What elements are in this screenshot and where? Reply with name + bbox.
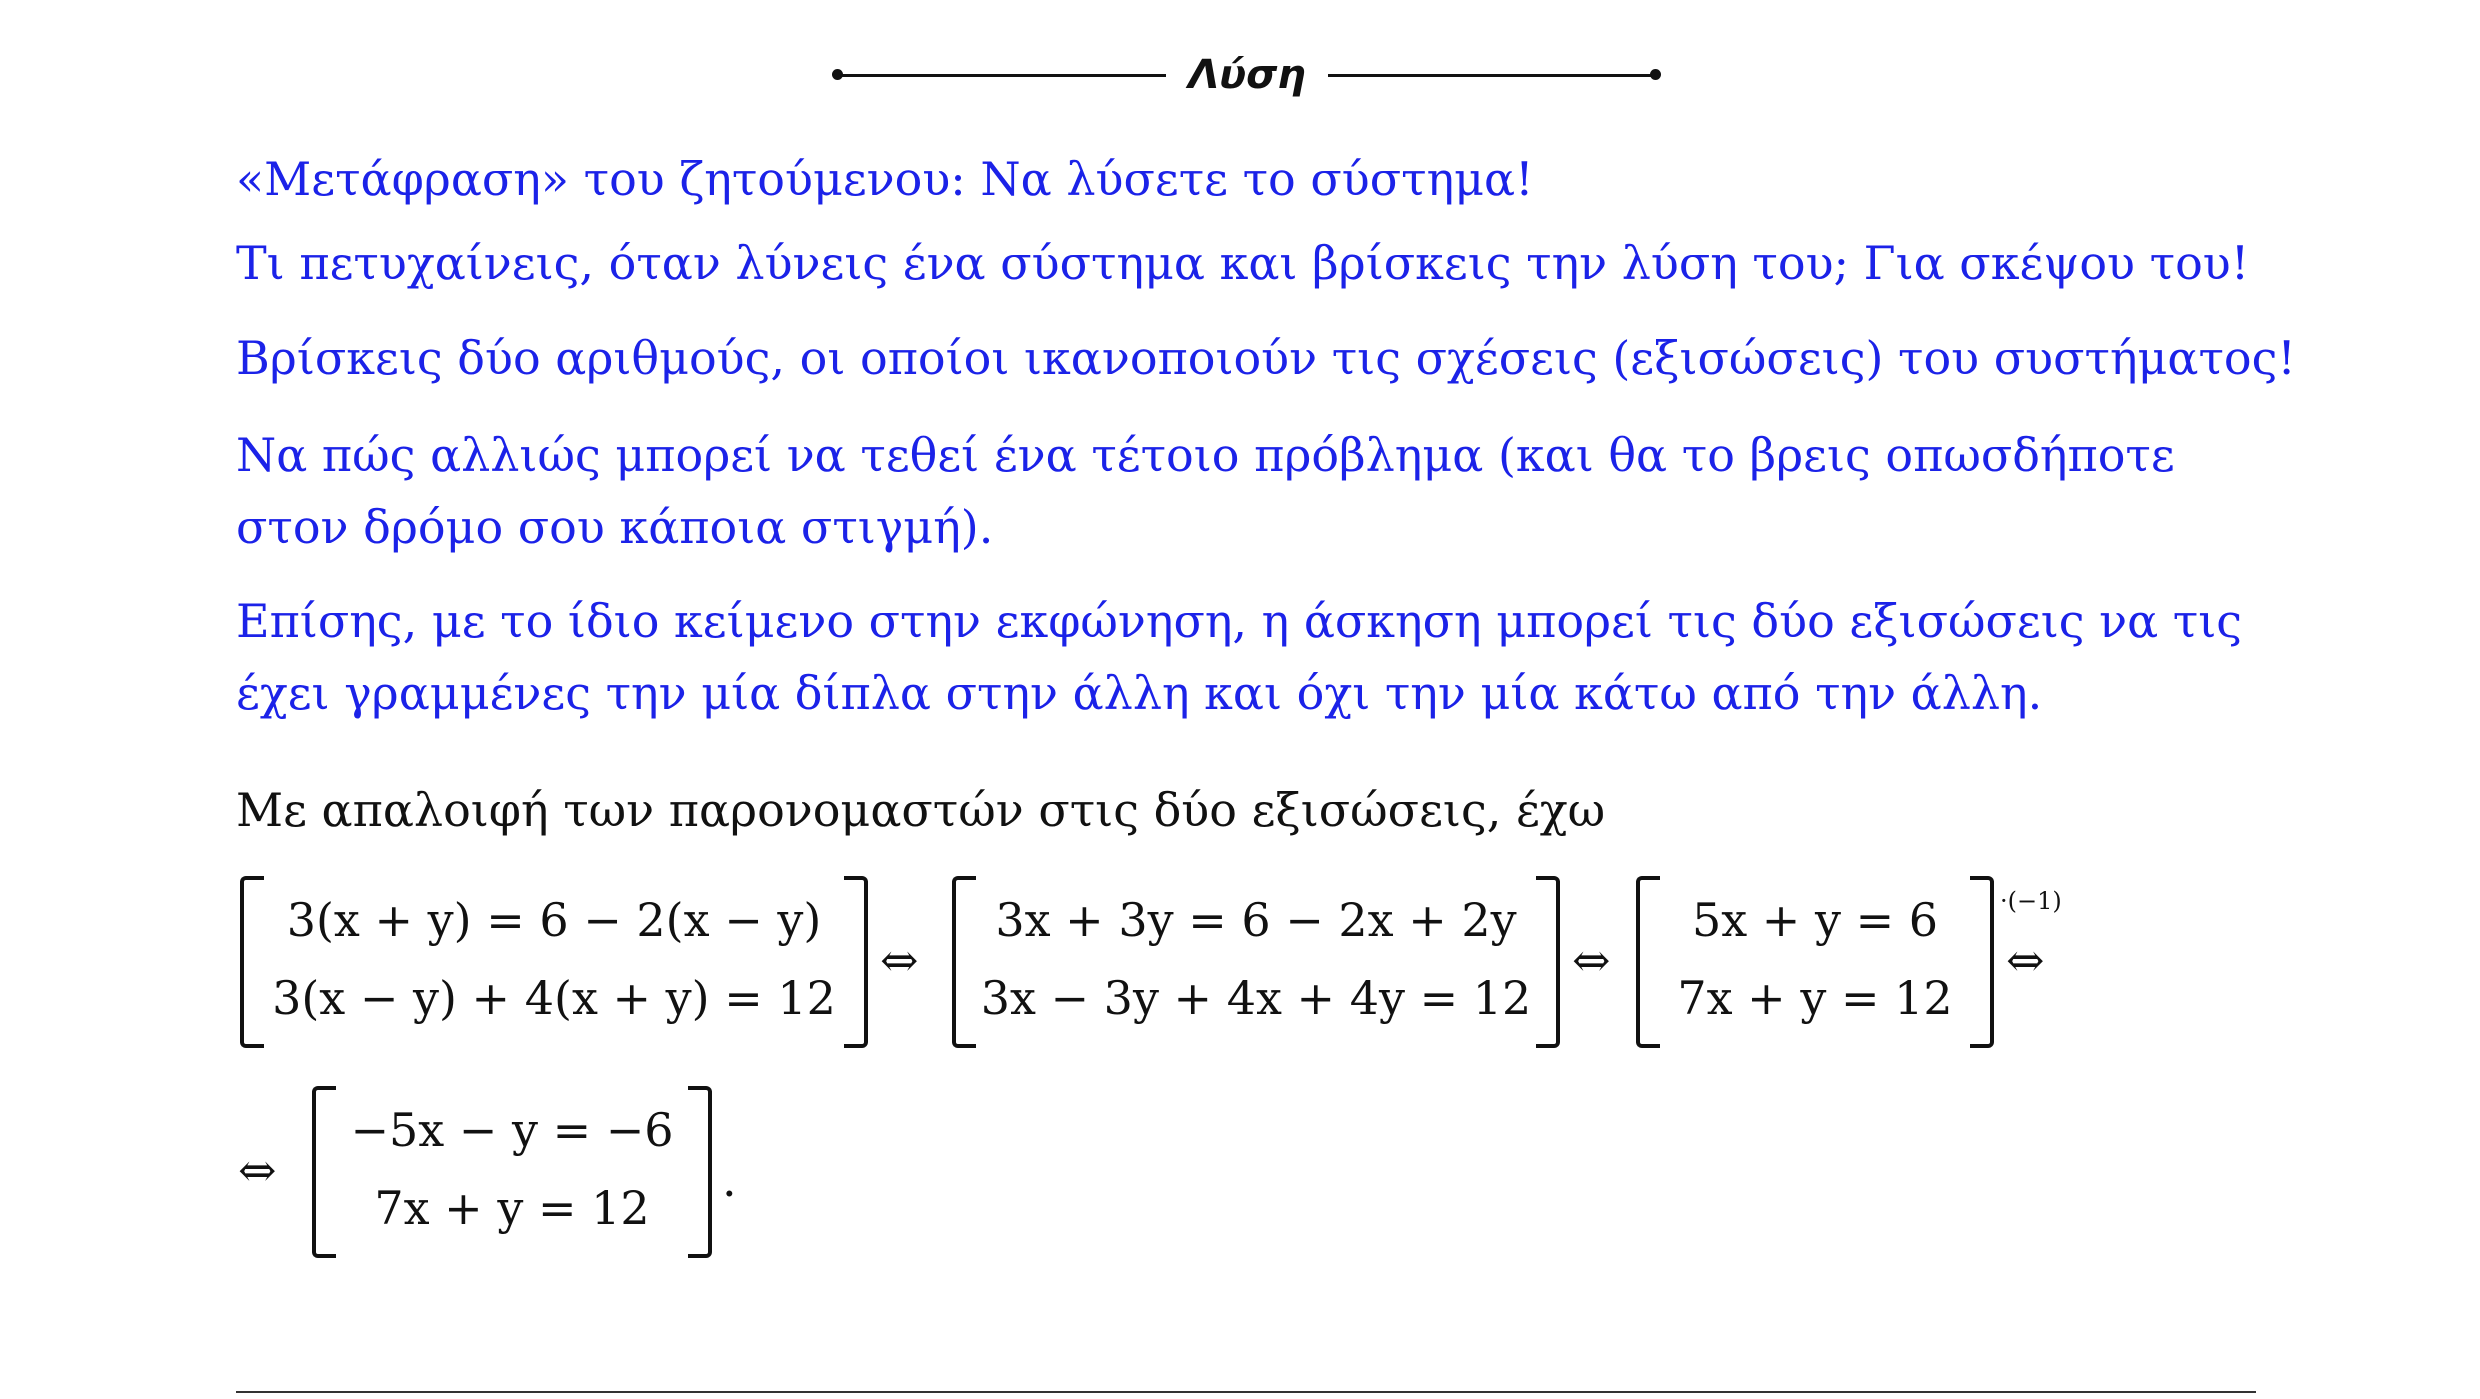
equation-row: 7x + y = 12 xyxy=(1677,971,1953,1025)
bottom-rule xyxy=(236,1391,2256,1393)
paragraph-alternative-line-2: στον δρόμο σου κάποια στιγμή). xyxy=(236,500,994,554)
right-brace xyxy=(1970,876,1994,1048)
paragraph-elimination: Με απαλοιφή των παρονομαστών στις δύο εξισώσεις, έχω xyxy=(236,783,1606,837)
paragraph-also-line-2: έχει γραμμένες την μία δίπλα στην άλλη και όχι την μία κάτω από την άλλη. xyxy=(236,666,2043,720)
equation-row: 3x − 3y + 4x + 4y = 12 xyxy=(980,971,1532,1025)
heading-dot-right xyxy=(1650,69,1661,80)
end-period: . xyxy=(722,1153,737,1207)
equivalence-symbol: ⇔ xyxy=(238,1143,277,1197)
equation-row: −5x − y = −6 xyxy=(350,1103,674,1157)
paragraph-also xyxy=(236,585,2276,729)
paragraph-answer: Βρίσκεις δύο αριθμούς, οι οποίοι ικανοποιούν τις σχέσεις (εξισώσεις) του συστήματος! xyxy=(236,331,2296,385)
equation-system-3 xyxy=(1636,876,1994,1044)
paragraph-translation: «Μετάφραση» του ζητούμενου: Να λύσετε το σύστημα! xyxy=(236,152,1534,206)
equation-row: 5x + y = 6 xyxy=(1691,893,1939,947)
equation-row: 3x + 3y = 6 − 2x + 2y xyxy=(995,893,1517,947)
multiplier-annotation: ·(−1) xyxy=(2000,887,2062,915)
heading-rule-right xyxy=(1328,74,1656,77)
heading-rule-left xyxy=(838,74,1166,77)
right-brace xyxy=(688,1086,712,1258)
paragraph-also-line-1: Επίσης, με το ίδιο κείμενο στην εκφώνηση, η άσκηση μπορεί τις δύο εξισώσεις να τις xyxy=(236,594,2243,648)
equivalence-symbol: ⇔ xyxy=(2006,933,2045,987)
equivalence-symbol: ⇔ xyxy=(1572,933,1611,987)
equation-row: 3(x − y) + 4(x + y) = 12 xyxy=(272,971,836,1025)
paragraph-alternative xyxy=(236,419,2276,563)
equation-system-4 xyxy=(312,1086,712,1254)
heading-title: Λύση xyxy=(1188,52,1306,98)
equation-system-1 xyxy=(240,876,868,1044)
equation-row: 3(x + y) = 6 − 2(x − y) xyxy=(286,893,822,947)
equation-row: 7x + y = 12 xyxy=(374,1181,650,1235)
paragraph-alternative-line-1: Να πώς αλλιώς μπορεί να τεθεί ένα τέτοιο πρόβλημα (και θα το βρεις οπωσδήποτε xyxy=(236,428,2175,482)
right-brace xyxy=(1536,876,1560,1048)
equation-system-2 xyxy=(952,876,1560,1044)
section-heading xyxy=(0,40,2480,110)
equivalence-symbol: ⇔ xyxy=(880,933,919,987)
paragraph-question: Τι πετυχαίνεις, όταν λύνεις ένα σύστημα και βρίσκεις την λύση του; Για σκέψου του! xyxy=(236,236,2250,290)
right-brace xyxy=(844,876,868,1048)
